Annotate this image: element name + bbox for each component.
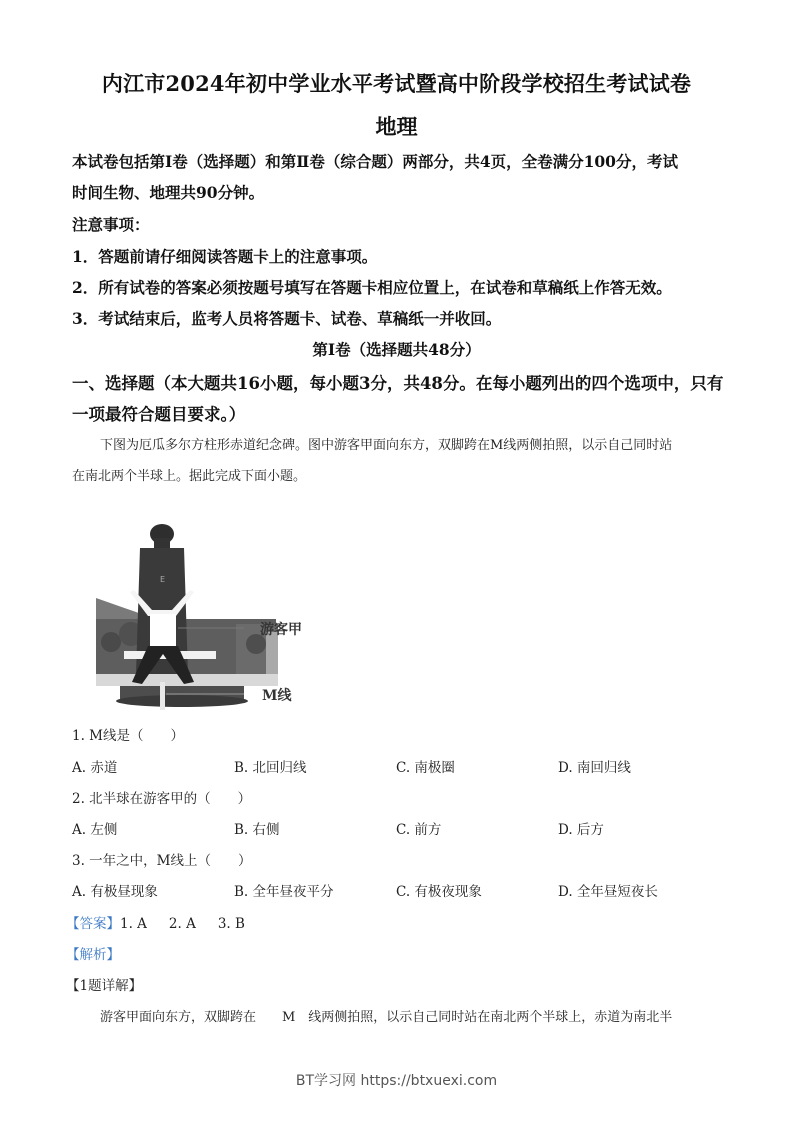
m-line-label: M线 [262,688,292,704]
question-3-option-a: A. 有极昼现象 [72,884,158,900]
question-2-option-d: D. 后方 [558,822,604,838]
question-2-option-c: C. 前方 [396,822,442,838]
detail-text: 游客甲面向东方，双脚跨在 M 线两侧拍照，以示自己同时站在南北两个半球上，赤道为南北半 [100,1010,673,1025]
question-1-stem: 1. M线是（ ） [72,728,184,744]
detail-label: 【1题详解】 [66,978,143,994]
answer-1: 1. A [120,916,147,932]
passage-line-1: 下图为厄瓜多尔方柱形赤道纪念碑。图中游客甲面向东方，双脚跨在M线两侧拍照，以示自己同时站 [100,438,673,453]
question-2-option-b: B. 右侧 [234,822,280,838]
question-2-option-a: A. 左侧 [72,822,118,838]
passage-line-2: 在南北两个半球上。据此完成下面小题。 [72,469,307,484]
analysis-label: 【解析】 [66,947,120,963]
intro-line-2: 时间生物、地理共90分钟。 [72,183,265,202]
notice-heading: 注意事项： [72,215,150,234]
answer-row [66,912,245,932]
question-3-option-d: D. 全年昼短夜长 [558,884,658,900]
equator-monument-figure [96,524,346,710]
subject-title: 地理 [375,114,418,139]
question-2-stem: 2. 北半球在游客甲的（ ） [72,791,252,807]
tourist-label: 游客甲 [260,622,302,638]
section1-line-1: 一、选择题（本大题共16小题，每小题3分，共48分。在每小题列出的四个选项中，只有 [72,374,724,393]
question-1-option-d: D. 南回归线 [558,760,631,776]
footer-watermark: BT学习网 https://btxuexi.com [295,1073,498,1089]
answer-label: 【答案】 [66,916,120,932]
notice-item-3: 3．考试结束后，监考人员将答题卡、试卷、草稿纸一并收回。 [72,309,502,328]
question-1-option-c: C. 南极圈 [396,760,455,776]
notice-item-1: 1．答题前请仔细阅读答题卡上的注意事项。 [72,247,378,266]
question-3-option-c: C. 有极夜现象 [396,884,482,900]
question-3-stem: 3. 一年之中，M线上（ ） [72,853,252,869]
notice-item-2: 2．所有试卷的答案必须按题号填写在答题卡相应位置上，在试卷和草稿纸上作答无效。 [72,278,672,297]
question-1-option-b: B. 北回归线 [234,760,307,776]
exam-title: 内江市2024年初中学业水平考试暨高中阶段学校招生考试试卷 [101,71,692,96]
part1-heading: 第Ⅰ卷（选择题共48分） [312,340,481,359]
intro-line-1: 本试卷包括第Ⅰ卷（选择题）和第Ⅱ卷（综合题）两部分，共4页，全卷满分100分，考试 [72,152,678,171]
question-3-option-b: B. 全年昼夜平分 [234,884,334,900]
question-1-option-a: A. 赤道 [72,760,118,776]
section1-line-2: 一项最符合题目要求。） [72,405,246,424]
answer-3: 3. B [217,916,245,932]
svg-text:E: E [160,575,166,584]
answer-2: 2. A [168,916,196,932]
monument-photo-icon [96,524,346,710]
